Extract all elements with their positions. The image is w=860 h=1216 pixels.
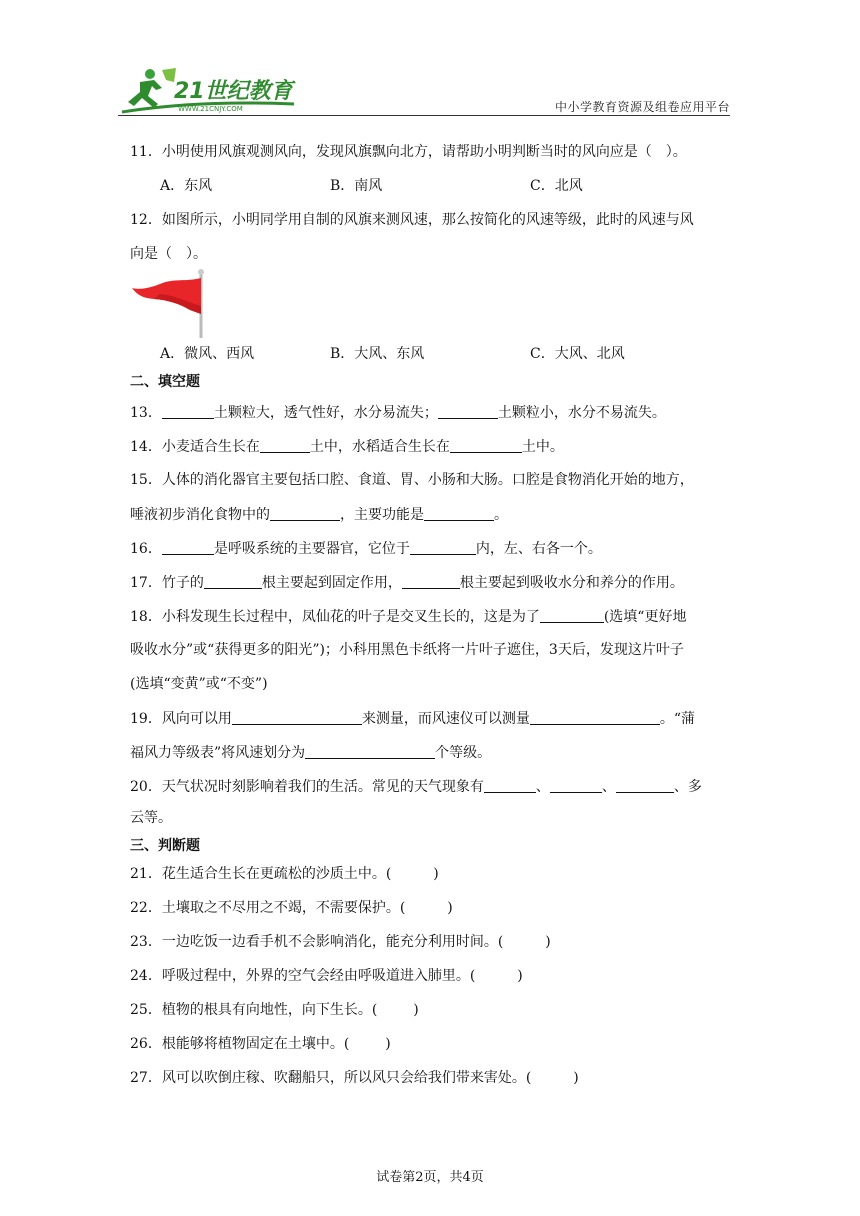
answer-blank[interactable] [484, 776, 536, 793]
question-23: 23．一边吃饭一边看手机不会影响消化，能充分利用时间。( ) [130, 934, 551, 950]
svg-text:21世纪教育: 21世纪教育 [174, 79, 293, 104]
question-15-line1: 15．人体的消化器官主要包括口腔、食道、胃、小肠和大肠。口腔是食物消化开始的地方， [130, 472, 694, 488]
site-logo [118, 66, 308, 116]
question-24: 24．呼吸过程中，外界的空气会经由呼吸道进入肺里。( ) [130, 968, 523, 984]
question-13: 13． 土颗粒大，透气性好，水分易流失； 土颗粒小，水分不易流失。 [130, 402, 666, 423]
answer-blank[interactable] [438, 402, 498, 419]
answer-blank[interactable] [424, 504, 494, 521]
answer-blank[interactable] [270, 504, 340, 521]
question-20-line2: 云等。 [130, 810, 172, 826]
section-fill-in-title: 二、填空题 [130, 374, 200, 390]
q12-option-a: A．微风、西风 [160, 346, 255, 362]
question-18-line2: 吸收水分”或“获得更多的阳光”)；小科用黑色卡纸将一片叶子遮住，3天后，发现这片叶子 [130, 642, 684, 658]
question-12-line2: 向是（ ）。 [130, 246, 207, 262]
page-number-footer: 试卷第2页，共4页 [376, 1170, 484, 1185]
answer-blank[interactable] [204, 572, 262, 589]
question-12-line1: 12．如图所示，小明同学用自制的风旗来测风速，那么按简化的风速等级，此时的风速与风 [130, 212, 694, 228]
q11-option-a: A．东风 [160, 178, 213, 194]
question-20-line1: 20．天气状况时刻影响着我们的生活。常见的天气现象有 、 、 、多 [130, 776, 702, 797]
q11-option-c: C．北风 [530, 178, 583, 194]
question-21: 21．花生适合生长在更疏松的沙质土中。( ) [130, 866, 439, 882]
answer-blank[interactable] [232, 708, 362, 725]
question-17: 17．竹子的 根主要起到固定作用， 根主要起到吸收水分和养分的作用。 [130, 572, 684, 593]
question-18-line1: 18．小科发现生长过程中，凤仙花的叶子是交叉生长的，这是为了 (选填“更好地 [130, 606, 686, 627]
red-flag-image [130, 268, 210, 340]
question-26: 26．根能够将植物固定在土壤中。( ) [130, 1036, 391, 1052]
answer-blank[interactable] [550, 776, 602, 793]
question-25: 25．植物的根具有向地性，向下生长。( ) [130, 1002, 419, 1018]
answer-blank[interactable] [305, 742, 435, 759]
question-27: 27．风可以吹倒庄稼、吹翻船只，所以风只会给我们带来害处。( ) [130, 1070, 579, 1086]
answer-blank[interactable] [402, 572, 460, 589]
section-judge-title: 三、判断题 [130, 838, 200, 854]
question-11: 11．小明使用风旗观测风向，发现风旗飘向北方，请帮助小明判断当时的风向应是（ ）。 [130, 144, 687, 160]
question-15-line2: 唾液初步消化食物中的 ，主要功能是 。 [130, 504, 508, 525]
q11-option-b: B．南风 [330, 178, 383, 194]
answer-blank[interactable] [162, 402, 214, 419]
question-18-line3: (选填“变黄”或“不变”) [130, 676, 268, 692]
header-divider [118, 115, 730, 116]
answer-blank[interactable] [410, 538, 476, 555]
answer-blank[interactable] [530, 708, 660, 725]
answer-blank[interactable] [540, 606, 604, 623]
question-22: 22．土壤取之不尽用之不竭，不需要保护。( ) [130, 900, 453, 916]
answer-blank[interactable] [616, 776, 674, 793]
question-14: 14．小麦适合生长在 土中，水稻适合生长在 土中。 [130, 436, 564, 457]
svg-text:WWW.21CNJY.COM: WWW.21CNJY.COM [178, 105, 243, 113]
platform-name: 中小学教育资源及组卷应用平台 [554, 100, 730, 114]
page-header [118, 66, 730, 116]
answer-blank[interactable] [260, 436, 310, 453]
question-19-line2: 福风力等级表”将风速划分为 个等级。 [130, 742, 491, 763]
question-19-line1: 19．风向可以用 来测量，而风速仪可以测量 。“蒲 [130, 708, 695, 729]
question-16: 16． 是呼吸系统的主要器官，它位于 内，左、右各一个。 [130, 538, 602, 559]
answer-blank[interactable] [450, 436, 522, 453]
q12-option-c: C．大风、北风 [530, 346, 625, 362]
answer-blank[interactable] [162, 538, 214, 555]
q12-option-b: B．大风、东风 [330, 346, 425, 362]
